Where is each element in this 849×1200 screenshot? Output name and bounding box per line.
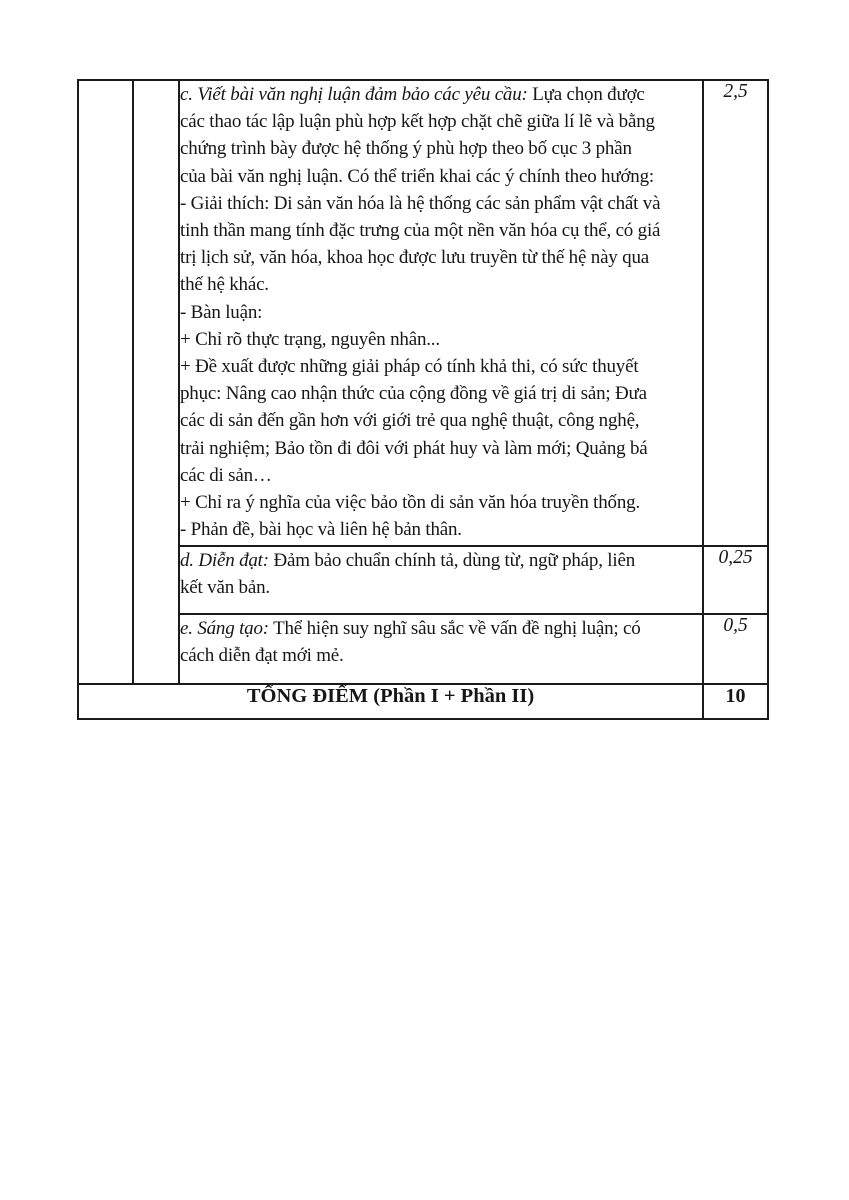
- text-line: các thao tác lập luận phù hợp kết hợp chặt chẽ giữa lí lẽ và bằng: [180, 111, 655, 133]
- question-number-cell: [78, 80, 133, 684]
- total-label-cell: TỔNG ĐIỂM (Phần I + Phần II): [78, 684, 703, 719]
- text-line: cách diễn đạt mới mẻ.: [180, 645, 344, 667]
- rubric-total-row: [78, 684, 768, 719]
- text-line: - Giải thích: Di sản văn hóa là hệ thống các sản phẩm vật chất và: [180, 192, 661, 214]
- criterion-e-score-cell: 0,5: [703, 614, 768, 684]
- rubric-row-e: [78, 614, 768, 684]
- text-line: - Phản đề, bài học và liên hệ bản thân.: [180, 519, 462, 541]
- sub-part-cell: [133, 80, 179, 684]
- text-line: kết văn bản.: [180, 577, 270, 599]
- criterion-d-content-cell: [179, 546, 703, 614]
- text-line: d. Diễn đạt: Đảm bảo chuẩn chính tả, dùng từ, ngữ pháp, liên: [180, 550, 635, 571]
- text-line: - Bàn luận:: [180, 301, 263, 323]
- text-line: + Đề xuất được những giải pháp có tính khả thi, có sức thuyết: [180, 356, 639, 378]
- text-line: thế hệ khác.: [180, 274, 269, 296]
- text-line: các di sản…: [180, 464, 272, 486]
- criterion-c-content-cell: [179, 80, 703, 546]
- rubric-row-c: [78, 80, 768, 546]
- italic-lead-text: c. Viết bài văn nghị luận đảm bảo các yêu cầu:: [180, 84, 528, 105]
- rubric-row-d: [78, 546, 768, 614]
- criterion-d-score-cell: 0,25: [703, 546, 768, 614]
- text-line: các di sản đến gần hơn với giới trẻ qua nghệ thuật, công nghệ,: [180, 410, 640, 432]
- text-line: của bài văn nghị luận. Có thể triển khai các ý chính theo hướng:: [180, 165, 654, 187]
- text-line: c. Viết bài văn nghị luận đảm bảo các yêu cầu: Lựa chọn được: [180, 84, 645, 105]
- italic-lead-text: e. Sáng tạo:: [180, 618, 269, 639]
- text-line: trị lịch sử, văn hóa, khoa học được lưu truyền từ thế hệ này qua: [180, 247, 649, 269]
- text-line: + Chỉ ra ý nghĩa của việc bảo tồn di sản văn hóa truyền thống.: [180, 492, 641, 514]
- italic-lead-text: d. Diễn đạt:: [180, 550, 269, 571]
- text-line: phục: Nâng cao nhận thức của cộng đồng về giá trị di sản; Đưa: [180, 383, 647, 405]
- text-line: e. Sáng tạo: Thể hiện suy nghĩ sâu sắc về vấn đề nghị luận; có: [180, 618, 641, 639]
- grading-rubric-table: [77, 79, 769, 720]
- text-line: chứng trình bày được hệ thống ý phù hợp theo bố cục 3 phần: [180, 138, 632, 160]
- text-line: + Chỉ rõ thực trạng, nguyên nhân...: [180, 328, 440, 350]
- criterion-e-content-cell: [179, 614, 703, 684]
- text-line: tinh thần mang tính đặc trưng của một nền văn hóa cụ thể, có giá: [180, 220, 661, 242]
- criterion-c-score-cell: 2,5: [703, 80, 768, 546]
- total-score-cell: 10: [703, 684, 768, 719]
- text-line: trải nghiệm; Bảo tồn đi đôi với phát huy và làm mới; Quảng bá: [180, 437, 648, 459]
